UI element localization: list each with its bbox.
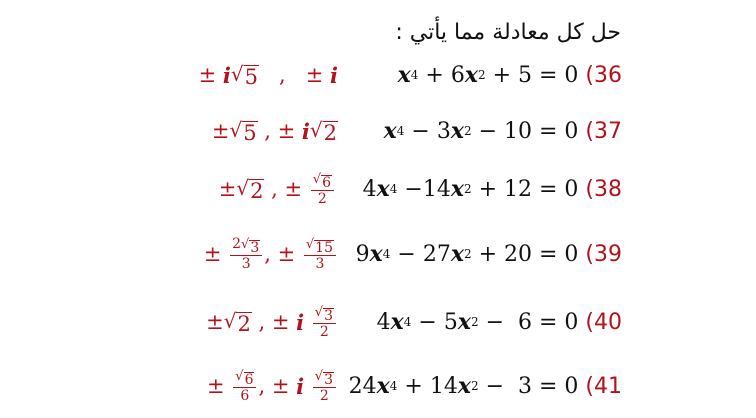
problem-row-37 xyxy=(0,109,756,153)
equation-40: 4 x 4 − 5 x 2 − 6 = 0 (40 xyxy=(376,309,622,335)
answer-39: ± 2 √ 3 3 , ± √ 15 3 xyxy=(204,232,338,276)
page-title: حل كل معادلة مما يأتي : xyxy=(395,20,621,45)
problem-number-39: (39 xyxy=(585,241,622,267)
problem-row-38 xyxy=(0,167,756,211)
problem-row-39 xyxy=(0,232,756,276)
problem-row-36 xyxy=(0,53,756,97)
answer-37: ± √ 5 , ± i √ 2 xyxy=(211,117,337,145)
problem-number-36: (36 xyxy=(585,62,622,88)
problem-number-40: (40 xyxy=(585,309,622,335)
equation-41: 24 x 4 + 14 x 2 − 3 = 0 (41 xyxy=(348,373,622,399)
problem-row-41 xyxy=(0,364,756,408)
answer-41: ± √ 6 6 , ± i √ 3 2 xyxy=(207,364,338,408)
problem-number-37: (37 xyxy=(585,118,622,144)
problem-number-38: (38 xyxy=(585,176,622,202)
equation-37: x 4 − 3 x 2 − 10 = 0 (37 xyxy=(383,118,622,144)
equation-38: 4 x 4 −14 x 2 + 12 = 0 (38 xyxy=(362,176,622,202)
equation-39: 9 x 4 − 27 x 2 + 20 = 0 (39 xyxy=(355,241,622,267)
equation-36: x 4 + 6 x 2 + 5 = 0 (36 xyxy=(397,62,622,88)
answer-40: ± √ 2 , ± i √ 3 2 xyxy=(206,300,338,344)
answer-38: ± √ 2 , ± √ 6 2 xyxy=(219,167,336,211)
answer-36: ± i √ 5 , ± i xyxy=(198,61,338,89)
problem-number-41: (41 xyxy=(585,373,622,399)
problem-row-40 xyxy=(0,300,756,344)
